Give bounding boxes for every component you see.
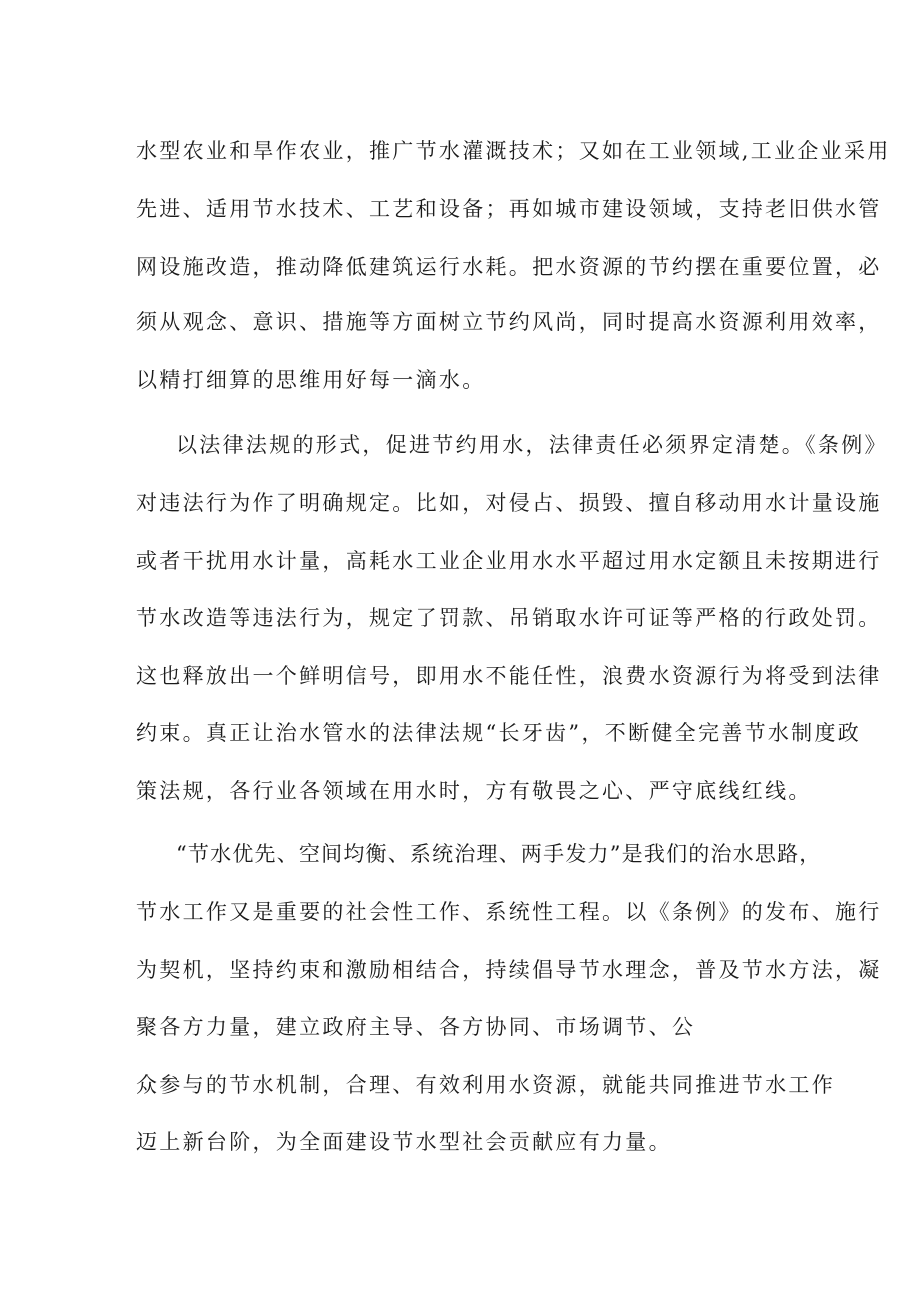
paragraph-1-line-4: 须从观念、意识、措施等方面树立节约风尚，同时提高水资源利用效率， xyxy=(136,310,882,334)
paragraph-2-line-3: 或者干扰用水计量，高耗水工业企业用水水平超过用水定额且未按期进行 xyxy=(136,549,882,573)
paragraph-2-line-4: 节水改造等违法行为，规定了罚款、吊销取水许可证等严格的行政处罚。 xyxy=(136,606,882,630)
paragraph-3-line-1: “节水优先、空间均衡、系统治理、两手发力”是我们的治水思路， xyxy=(176,842,822,866)
paragraph-3-line-4: 聚各方力量，建立政府主导、各方协同、市场调节、公 xyxy=(136,1015,696,1039)
paragraph-1-line-3: 网设施改造，推动降低建筑运行水耗。把水资源的节约摆在重要位置，必 xyxy=(136,255,882,279)
paragraph-2-line-1: 以法律法规的形式，促进节约用水，法律责任必须界定清楚。《条例》 xyxy=(176,433,888,457)
paragraph-2-line-5: 这也释放出一个鲜明信号，即用水不能任性，浪费水资源行为将受到法律 xyxy=(136,664,882,688)
paragraph-3-line-2: 节水工作又是重要的社会性工作、系统性工程。以《条例》的发布、施行 xyxy=(136,900,882,924)
paragraph-3-line-6: 迈上新台阶，为全面建设节水型社会贡献应有力量。 xyxy=(136,1130,672,1154)
paragraph-1-line-1: 水型农业和旱作农业，推广节水灌溉技术；又如在工业领域,工业企业采用 xyxy=(136,139,891,163)
paragraph-2-line-6: 约束。真正让治水管水的法律法规“长牙齿”，不断健全完善节水制度政 xyxy=(136,721,862,745)
paragraph-3-line-5: 众参与的节水机制，合理、有效利用水资源，就能共同推进节水工作 xyxy=(136,1073,835,1097)
paragraph-2-line-7: 策法规，各行业各领域在用水时，方有敬畏之心、严守底线红线。 xyxy=(136,779,812,803)
paragraph-2-line-2: 对违法行为作了明确规定。比如，对侵占、损毁、擅自移动用水计量设施 xyxy=(136,491,882,515)
paragraph-1-line-2: 先进、适用节水技术、工艺和设备；再如城市建设领域，支持老旧供水管 xyxy=(136,197,882,221)
paragraph-1-line-5: 以精打细算的思维用好每一滴水。 xyxy=(136,368,486,392)
paragraph-3-line-3: 为契机，坚持约束和激励相结合，持续倡导节水理念，普及节水方法，凝 xyxy=(136,958,882,982)
